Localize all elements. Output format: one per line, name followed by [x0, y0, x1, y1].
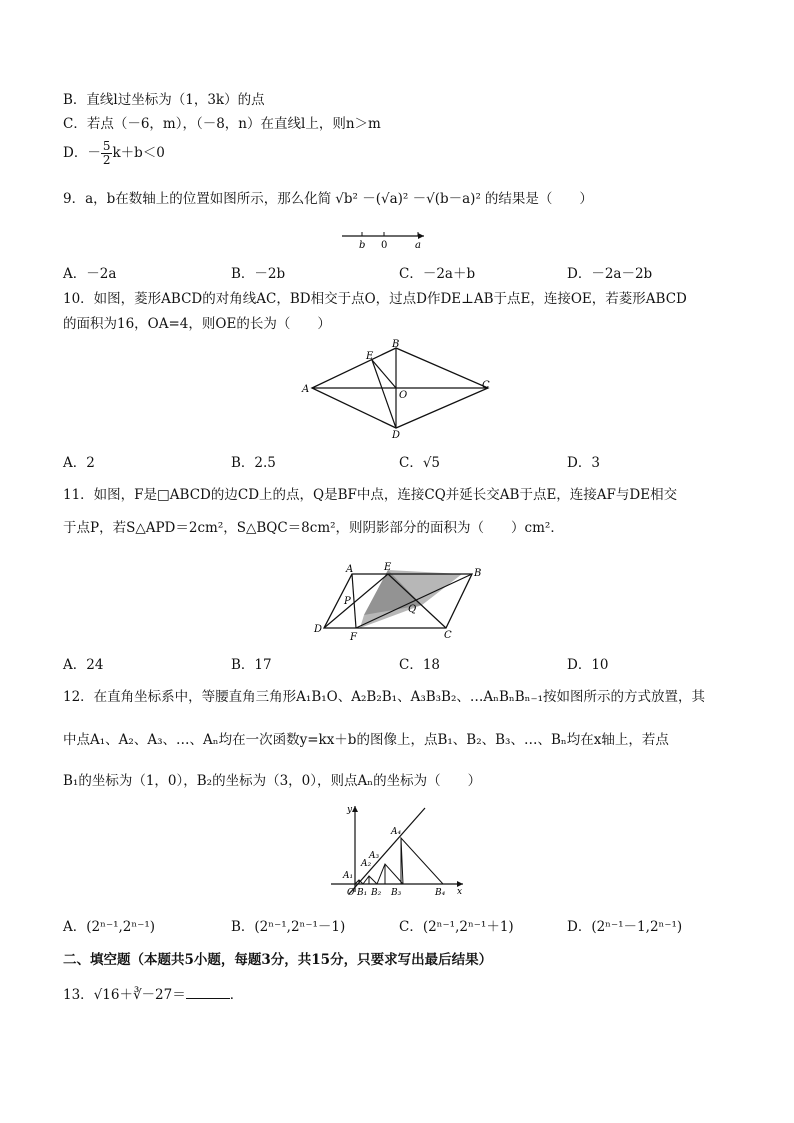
- label-o: O: [399, 390, 408, 401]
- q12-option-b: B．(2ⁿ⁻¹,2ⁿ⁻¹－1): [231, 919, 346, 935]
- label-b1: B₁: [357, 888, 368, 898]
- label-a: a: [415, 240, 421, 251]
- q12-line-2: 中点A₁、A₂、A₃、…、Aₙ均在一次函数y=kx＋b的图像上，点B₁、B₂、B₃、…、Bₙ均在x轴上，若点: [63, 732, 669, 748]
- label-a2: A₂: [361, 859, 372, 869]
- section-heading: 二、填空题（本题共5小题，每题3分，共15分，只要求写出最后结果）: [63, 952, 493, 968]
- q8-option-d-prefix: D．－: [63, 145, 101, 161]
- q9-stem: [63, 190, 593, 208]
- q9-option-c: C．－2a＋b: [399, 266, 476, 282]
- triangle-4: [401, 838, 443, 884]
- label-o: O: [347, 888, 355, 898]
- q11-option-b: B．17: [231, 657, 272, 673]
- segment-oe: [372, 360, 396, 388]
- label-c: C: [482, 380, 490, 391]
- label-a: A: [346, 564, 354, 575]
- q10-line-1: 10．如图，菱形ABCD的对角线AC，BD相交于点O，过点D作DE⊥AB于点E，连接OE，若菱形ABCD: [63, 291, 687, 307]
- label-b: B: [474, 568, 482, 579]
- q11-option-c: C．18: [399, 657, 441, 673]
- label-d: D: [392, 430, 401, 441]
- q8-option-d-suffix: k＋b＜0: [112, 145, 165, 161]
- q8-option-b: B．直线l过坐标为（1，3k）的点: [63, 92, 265, 108]
- q10-option-d: D．3: [567, 455, 600, 471]
- fraction-numerator: 5: [102, 139, 111, 153]
- triangle-2: [363, 876, 377, 884]
- label-p: P: [344, 596, 351, 607]
- q10-option-b: B．2.5: [231, 455, 276, 471]
- label-b2: B₂: [371, 888, 382, 898]
- q12-line-1: 12．在直角坐标系中，等腰直角三角形A₁B₁O、A₂B₂B₁、A₃B₃B₂、…AₙBₙBₙ₋₁按如图所示的方式放置，其: [63, 689, 706, 705]
- fraction: [101, 140, 113, 167]
- label-a3: A₃: [369, 851, 380, 861]
- q12-option-c: C．(2ⁿ⁻¹,2ⁿ⁻¹＋1): [399, 919, 514, 935]
- triangle-3: [377, 864, 403, 884]
- label-q: Q: [408, 604, 417, 615]
- q8-option-d: [63, 140, 165, 167]
- q12-line-3: B₁的坐标为（1，0），B₂的坐标为（3，0），则点Aₙ的坐标为（ ）: [63, 773, 482, 789]
- rhombus-figure: [300, 338, 500, 442]
- label-0: 0: [381, 240, 388, 251]
- label-e: E: [384, 562, 392, 573]
- q13-stem: [63, 986, 243, 1004]
- q10-option-c: C．√5: [399, 455, 441, 471]
- q9-stem-text: 9．a，b在数轴上的位置如图所示，那么化简: [63, 191, 332, 207]
- q11-line-1: 11．如图，F是□ABCD的边CD上的点，Q是BF中点，连接CQ并延长交AB于点E，连接AF与DE相交: [63, 487, 678, 503]
- label-b3: B₃: [391, 888, 402, 898]
- arrow-head-icon: [418, 233, 424, 239]
- label-b4: B₄: [435, 888, 446, 898]
- q9-expression: √b² －(√a)² －√(b－a)²: [335, 191, 481, 207]
- label-f: F: [350, 632, 357, 642]
- q11-option-d: D．10: [567, 657, 609, 673]
- q9-stem-end: 的结果是（ ）: [484, 191, 593, 207]
- label-d: D: [314, 624, 323, 635]
- q9-option-a: A．－2a: [63, 266, 117, 282]
- parallelogram-figure: [312, 560, 492, 642]
- coordinate-figure: [325, 800, 470, 898]
- q10-option-a: A．2: [63, 455, 95, 471]
- q12-option-a: A．(2ⁿ⁻¹,2ⁿ⁻¹): [63, 919, 156, 935]
- q9-option-b: B．－2b: [231, 266, 286, 282]
- label-c: C: [444, 630, 452, 641]
- label-b: b: [359, 240, 366, 251]
- answer-blank[interactable]: [186, 986, 230, 999]
- label-x: x: [457, 887, 463, 897]
- label-y: y: [347, 805, 353, 815]
- q12-option-d: D．(2ⁿ⁻¹－1,2ⁿ⁻¹): [567, 919, 683, 935]
- q8-option-c: C．若点（－6，m），（－8，n）在直线l上，则n＞m: [63, 116, 381, 132]
- q13-expression: 13．√16＋∛－27＝: [63, 987, 186, 1003]
- label-a1: A₁: [343, 871, 354, 881]
- q10-line-2: 的面积为16，OA=4，则OE的长为（ ）: [63, 316, 331, 332]
- y-arrow-icon: [352, 806, 358, 812]
- label-a: A: [302, 384, 310, 395]
- q11-option-a: A．24: [63, 657, 104, 673]
- number-line-figure: [338, 226, 430, 252]
- label-e: E: [366, 351, 374, 362]
- q11-line-2: 于点P，若S△APD＝2cm²，S△BQC＝8cm²，则阴影部分的面积为（ ）cm²．: [63, 520, 564, 536]
- label-a4: A₄: [391, 827, 402, 837]
- q9-option-d: D．－2a－2b: [567, 266, 653, 282]
- q13-period: ．: [229, 987, 244, 1003]
- label-b: B: [392, 339, 400, 350]
- fraction-denominator: 2: [102, 153, 111, 167]
